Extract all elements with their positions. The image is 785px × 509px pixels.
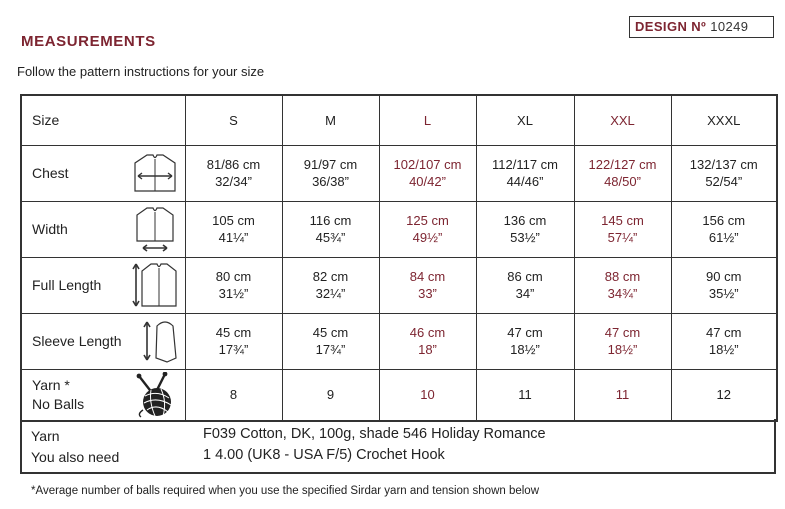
page-title: MEASUREMENTS — [21, 33, 156, 50]
sleeve-icon — [143, 316, 179, 366]
value-cell: 11 — [574, 369, 671, 421]
measurements-table — [20, 94, 778, 422]
table-row — [21, 145, 777, 201]
value-cell: 105 cm 41¼” — [185, 201, 282, 257]
size-header: M — [282, 95, 379, 145]
value-cell: 116 cm 45¾” — [282, 201, 379, 257]
size-label: Size — [21, 95, 185, 145]
size-header-row — [21, 95, 777, 145]
yarn-spec: F039 Cotton, DK, 100g, shade 546 Holiday Romance — [203, 426, 546, 442]
value-cell: 84 cm 33” — [379, 257, 476, 313]
value-cell: 45 cm 17¾” — [282, 313, 379, 369]
table-row — [21, 313, 777, 369]
yarn-ball-icon — [133, 372, 179, 418]
value-cell: 102/107 cm 40/42” — [379, 145, 476, 201]
size-header: XXL — [574, 95, 671, 145]
also-need-label: You also need — [31, 449, 120, 465]
value-cell: 132/137 cm 52/54” — [671, 145, 777, 201]
value-cell: 91/97 cm 36/38” — [282, 145, 379, 201]
row-label-cell — [21, 201, 185, 257]
size-header: S — [185, 95, 282, 145]
intro-text: Follow the pattern instructions for your size — [17, 64, 265, 79]
row-label: Width — [32, 220, 68, 237]
row-label: Chest — [32, 164, 69, 181]
value-cell: 86 cm 34” — [476, 257, 574, 313]
value-cell: 12 — [671, 369, 777, 421]
value-cell: 47 cm 18½” — [671, 313, 777, 369]
value-cell: 81/86 cm 32/34” — [185, 145, 282, 201]
value-cell: 112/117 cm 44/46” — [476, 145, 574, 201]
value-cell: 45 cm 17¾” — [185, 313, 282, 369]
value-cell: 47 cm 18½” — [574, 313, 671, 369]
value-cell: 8 — [185, 369, 282, 421]
chest-garment-icon — [131, 151, 179, 195]
table-row — [21, 369, 777, 421]
value-cell: 88 cm 34¾” — [574, 257, 671, 313]
row-label: Yarn * No Balls — [32, 376, 85, 412]
width-garment-icon — [131, 205, 179, 253]
value-cell: 125 cm 49½” — [379, 201, 476, 257]
yarn-label: Yarn — [31, 428, 60, 444]
size-header: XL — [476, 95, 574, 145]
design-number-box — [629, 16, 774, 38]
footnote: *Average number of balls required when you use the specified Sirdar yarn and tension shown below — [31, 485, 540, 497]
value-cell: 80 cm 31½” — [185, 257, 282, 313]
value-cell: 82 cm 32¼” — [282, 257, 379, 313]
row-label-cell — [21, 313, 185, 369]
value-cell: 9 — [282, 369, 379, 421]
value-cell: 156 cm 61½” — [671, 201, 777, 257]
value-cell: 47 cm 18½” — [476, 313, 574, 369]
design-number: 10249 — [710, 19, 749, 34]
size-header: L — [379, 95, 476, 145]
requirements-box — [20, 419, 776, 474]
row-label: Sleeve Length — [32, 332, 122, 349]
row-label-cell — [21, 145, 185, 201]
hook-spec: 1 4.00 (UK8 - USA F/5) Crochet Hook — [203, 447, 445, 463]
row-label: Full Length — [32, 276, 102, 293]
table-row — [21, 201, 777, 257]
row-label-cell — [21, 369, 185, 421]
length-garment-icon — [131, 260, 179, 310]
value-cell: 136 cm 53½” — [476, 201, 574, 257]
value-cell: 90 cm 35½” — [671, 257, 777, 313]
value-cell: 11 — [476, 369, 574, 421]
value-cell: 10 — [379, 369, 476, 421]
value-cell: 122/127 cm 48/50” — [574, 145, 671, 201]
design-label: DESIGN Nº — [635, 19, 707, 34]
table-row — [21, 257, 777, 313]
size-header: XXXL — [671, 95, 777, 145]
row-label-cell — [21, 257, 185, 313]
value-cell: 145 cm 57¼” — [574, 201, 671, 257]
value-cell: 46 cm 18” — [379, 313, 476, 369]
